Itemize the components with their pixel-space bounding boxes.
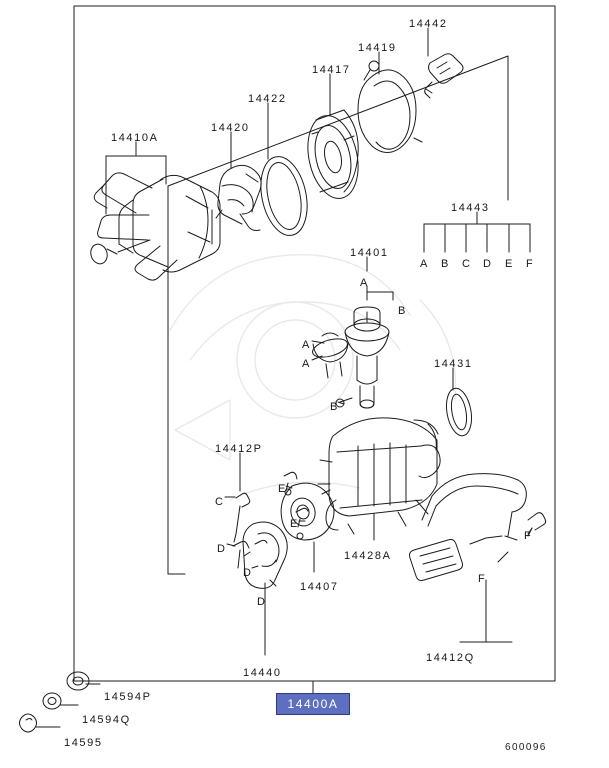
marker-d-screw-2: D bbox=[243, 567, 251, 579]
highlighted-part-14400a[interactable] bbox=[276, 693, 350, 715]
part-14431-ring bbox=[443, 386, 475, 437]
legend-letter-f: F bbox=[526, 258, 533, 270]
callout-14440: 14440 bbox=[243, 667, 282, 679]
marker-c-screw: C bbox=[215, 496, 223, 508]
callout-14422: 14422 bbox=[248, 93, 287, 105]
callout-14401: 14401 bbox=[350, 247, 389, 259]
legend-letter-a: A bbox=[420, 258, 428, 270]
callout-14594p: 14594P bbox=[104, 691, 152, 703]
part-14420-rotor bbox=[216, 165, 261, 230]
marker-d-screw-1: D bbox=[217, 543, 225, 555]
marker-e-screw-2: E bbox=[290, 518, 298, 530]
marker-a-coil-1: A bbox=[302, 339, 310, 351]
callout-14412q: 14412Q bbox=[426, 652, 475, 664]
legend-letter-e: E bbox=[505, 258, 513, 270]
watermark-graphic bbox=[170, 255, 456, 500]
callout-14417: 14417 bbox=[312, 64, 351, 76]
callout-14412p: 14412P bbox=[215, 443, 263, 455]
lower-group-outline bbox=[168, 330, 185, 574]
callout-14419: 14419 bbox=[358, 42, 397, 54]
callout-14443: 14443 bbox=[451, 202, 490, 214]
marker-e-screw-1: E bbox=[278, 483, 286, 495]
marker-b-14401: B bbox=[398, 305, 406, 317]
part-14412p-screws bbox=[233, 493, 267, 568]
legend-letter-b: B bbox=[441, 258, 449, 270]
marker-a-14401: A bbox=[360, 277, 368, 289]
callout-14407: 14407 bbox=[300, 581, 339, 593]
part-14417-housing bbox=[301, 110, 365, 203]
part-14401-signal-generator bbox=[336, 307, 389, 408]
figure-code: 600096 bbox=[505, 742, 547, 753]
marker-f-screw-1: F bbox=[524, 530, 531, 542]
marker-a-coil-2: A bbox=[302, 358, 310, 370]
part-14422-oring bbox=[254, 152, 314, 239]
part-14407-plate bbox=[281, 483, 334, 540]
part-14410a-cap bbox=[88, 173, 220, 280]
marker-d-screw-3: D bbox=[257, 596, 265, 608]
part-14412q-harness bbox=[410, 474, 546, 581]
part-pickup-coil-a bbox=[310, 333, 349, 378]
legend-letter-c: C bbox=[462, 258, 470, 270]
marker-f-screw-2: F bbox=[478, 573, 485, 585]
callout-14595: 14595 bbox=[64, 737, 103, 749]
callout-14442: 14442 bbox=[409, 18, 448, 30]
part-14428a-body bbox=[318, 418, 440, 534]
highlighted-part-label: 14400A bbox=[287, 697, 339, 711]
callout-14428a: 14428A bbox=[344, 550, 392, 562]
marker-b-body: B bbox=[330, 401, 338, 413]
callout-14431: 14431 bbox=[434, 358, 473, 370]
part-14419-cover bbox=[358, 61, 422, 153]
legend-letter-d: D bbox=[483, 258, 491, 270]
callout-14594q: 14594Q bbox=[82, 714, 131, 726]
callout-14420: 14420 bbox=[211, 122, 250, 134]
callout-14410a: 14410A bbox=[111, 132, 159, 144]
